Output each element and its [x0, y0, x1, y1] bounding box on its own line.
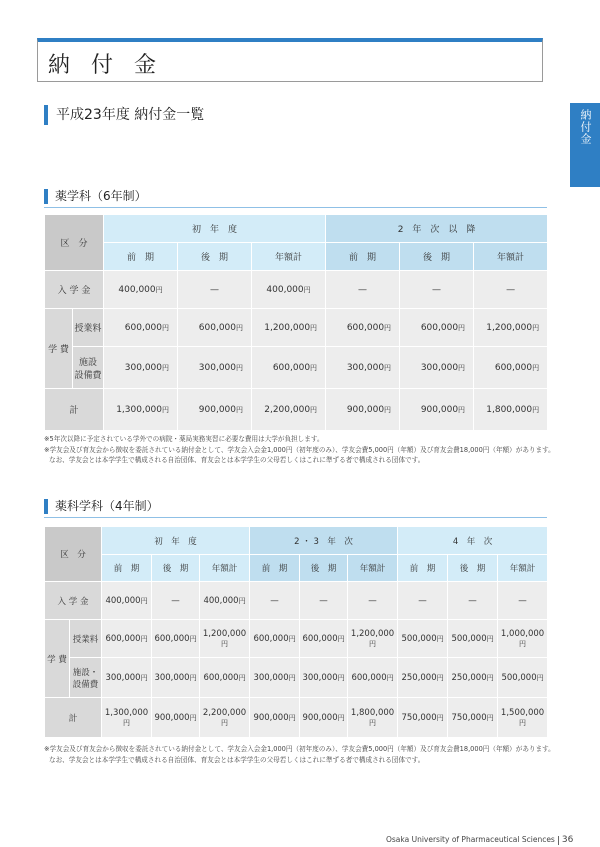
value-cell: 300,000	[420, 362, 459, 373]
footer-separator	[558, 836, 559, 845]
value-cell: 2,200,000	[202, 707, 247, 718]
unit-label: 円	[486, 634, 494, 643]
unit-label: 円	[310, 323, 318, 332]
note-line: なお、学友会とは本学学生で構成される自治団体、育友会とは本学学生の父母若しくはこれに準ずる者で構成される団体です。	[49, 456, 425, 464]
value-cell: 500,000	[501, 672, 537, 683]
unit-label: 円	[436, 673, 444, 682]
unit-label: 円	[458, 323, 466, 332]
value-cell: —	[398, 582, 448, 620]
value-cell: 400,000	[203, 595, 239, 606]
page-title: 納 付 金	[48, 53, 163, 78]
value-cell: 900,000	[302, 712, 338, 723]
group-header: 初 年 度	[104, 215, 326, 243]
note-line: なお、学友会とは本学学生で構成される自治団体、育友会とは本学学生の父母若しくはこれに準ずる者で構成される団体です。	[49, 755, 425, 764]
value-cell: 250,000	[401, 672, 437, 683]
page-footer	[386, 835, 573, 845]
unit-label: 円	[140, 673, 148, 682]
unit-label: 円	[236, 323, 244, 332]
unit-label: 円	[236, 363, 244, 372]
unit-label: 円	[310, 405, 318, 414]
unit-label: 円	[436, 634, 444, 643]
footer-university: Osaka University of Pharmaceutical Sciences	[386, 835, 555, 844]
category-header: 区 分	[45, 527, 102, 582]
unit-label: 円	[162, 363, 170, 372]
table2-heading	[44, 497, 547, 518]
table1-notes	[44, 434, 564, 466]
facilities-label-line1: 施設・	[72, 667, 99, 678]
subheader: 後 期	[178, 243, 252, 271]
value-cell: 600,000	[420, 322, 459, 333]
unit-label: 円	[337, 713, 345, 722]
unit-label: 円	[189, 713, 197, 722]
value-cell: 600,000	[272, 362, 311, 373]
page-number: 36	[561, 835, 574, 845]
subheader: 前 期	[102, 555, 152, 582]
value-cell: 1,200,000	[486, 322, 533, 333]
value-cell: 750,000	[451, 712, 487, 723]
row-label-tuition: 授業料	[70, 620, 102, 658]
value-cell: 1,500,000	[500, 707, 545, 718]
value-cell: 250,000	[451, 672, 487, 683]
value-cell: 600,000	[494, 362, 533, 373]
unit-label: 円	[310, 363, 318, 372]
subheader: 年額計	[498, 555, 548, 582]
value-cell: 500,000	[451, 633, 487, 644]
unit-label: 円	[384, 323, 392, 332]
value-cell: 400,000	[105, 595, 141, 606]
value-cell: 1,200,000	[350, 628, 395, 639]
subheader: 年額計	[348, 555, 398, 582]
value-cell: 900,000	[420, 404, 459, 415]
subheader: 後 期	[448, 555, 498, 582]
value-cell: 900,000	[154, 712, 190, 723]
value-cell: —	[348, 582, 398, 620]
value-cell: 1,300,000	[104, 707, 149, 718]
value-cell: 1,200,000	[202, 628, 247, 639]
value-cell: 900,000	[346, 404, 385, 415]
unit-label: 円	[288, 673, 296, 682]
table1-heading-bar	[44, 189, 48, 204]
unit-label: 円	[236, 405, 244, 414]
subheader: 前 期	[104, 243, 178, 271]
value-cell: 2,200,000	[264, 404, 311, 415]
fee-table-4yr	[44, 526, 548, 738]
value-cell: 600,000	[105, 633, 141, 644]
unit-label: 円	[436, 713, 444, 722]
unit-label: 円	[303, 285, 311, 294]
row-label-total: 計	[45, 389, 104, 431]
unit-label: 円	[532, 405, 540, 414]
group-header: 2 ・ 3 年 次	[250, 527, 398, 555]
subheader: 年額計	[200, 555, 250, 582]
subheader: 後 期	[400, 243, 474, 271]
unit-label: 円	[458, 363, 466, 372]
unit-label: 円	[532, 363, 540, 372]
value-cell: 600,000	[253, 633, 289, 644]
unit-label: 円	[519, 718, 527, 727]
subheader: 前 期	[398, 555, 448, 582]
table2-heading-bar	[44, 499, 48, 514]
facilities-label-line2: 設備費	[72, 679, 99, 690]
unit-label: 円	[337, 673, 345, 682]
group-header: 2 年 次 以 降	[326, 215, 548, 243]
facilities-label-line2: 設備費	[74, 370, 102, 381]
unit-label: 円	[369, 718, 377, 727]
unit-label: 円	[536, 673, 544, 682]
group-header: 4 年 次	[398, 527, 548, 555]
subheader: 前 期	[326, 243, 400, 271]
value-cell: 300,000	[124, 362, 163, 373]
unit-label: 円	[140, 634, 148, 643]
unit-label: 円	[288, 713, 296, 722]
value-cell: 1,300,000	[116, 404, 163, 415]
unit-label: 円	[238, 596, 246, 605]
group-header: 初 年 度	[102, 527, 250, 555]
row-label-facilities	[70, 658, 102, 698]
table1-title: 薬学科（6年制）	[55, 189, 147, 203]
value-cell: 300,000	[302, 672, 338, 683]
unit-label: 円	[384, 363, 392, 372]
value-cell: 600,000	[124, 322, 163, 333]
note-line: ※学友会及び育友会から徴収を委託されている納付金として、学友会入会金1,000円（初年度のみ）、学友会費5,000円（年額）及び育友会費18,000円（年額）があります。	[44, 745, 555, 753]
unit-label: 円	[238, 673, 246, 682]
subheader: 年額計	[474, 243, 548, 271]
value-cell: 500,000	[401, 633, 437, 644]
value-cell: 400,000	[266, 284, 304, 295]
unit-label: 円	[386, 673, 394, 682]
value-cell: 300,000	[154, 672, 190, 683]
row-label-facilities	[73, 347, 104, 389]
value-cell: 1,200,000	[264, 322, 311, 333]
unit-label: 円	[458, 405, 466, 414]
unit-label: 円	[337, 634, 345, 643]
unit-label: 円	[369, 639, 377, 648]
subheader: 後 期	[152, 555, 200, 582]
note-line: ※学友会及び育友会から徴収を委託されている納付金として、学友会入会金1,000円（初年度のみ）、学友会費5,000円（年額）及び育友会費18,000円（年額）があります。	[44, 445, 555, 454]
fee-table-6yr	[44, 214, 548, 431]
row-label-admission: 入 学 金	[45, 582, 102, 620]
unit-label: 円	[140, 596, 148, 605]
row-label-admission: 入 学 金	[45, 271, 104, 309]
value-cell: —	[400, 271, 474, 309]
value-cell: —	[498, 582, 548, 620]
row-label-tuition: 授業料	[73, 309, 104, 347]
value-cell: 1,000,000	[500, 628, 545, 639]
unit-label: 円	[519, 639, 527, 648]
side-tab	[570, 103, 600, 187]
value-cell: 900,000	[253, 712, 289, 723]
subheader: 後 期	[300, 555, 348, 582]
value-cell: 600,000	[346, 322, 385, 333]
row-group-label: 学 費	[45, 620, 70, 698]
table2-notes	[44, 744, 564, 765]
unit-label: 円	[123, 718, 131, 727]
value-cell: 1,800,000	[486, 404, 533, 415]
unit-label: 円	[189, 634, 197, 643]
unit-label: 円	[162, 405, 170, 414]
unit-label: 円	[486, 713, 494, 722]
side-tab-label: 納付金	[579, 109, 592, 145]
value-cell: —	[448, 582, 498, 620]
unit-label: 円	[162, 323, 170, 332]
value-cell: —	[178, 271, 252, 309]
unit-label: 円	[189, 673, 197, 682]
unit-label: 円	[384, 405, 392, 414]
table2-title: 薬科学科（4年制）	[55, 499, 159, 513]
subheader: 年額計	[252, 243, 326, 271]
row-group-label: 学 費	[45, 309, 73, 389]
value-cell: 600,000	[203, 672, 239, 683]
value-cell: 900,000	[198, 404, 237, 415]
value-cell: —	[474, 271, 548, 309]
subheader: 前 期	[250, 555, 300, 582]
unit-label: 円	[155, 285, 163, 294]
value-cell: 600,000	[198, 322, 237, 333]
value-cell: 300,000	[105, 672, 141, 683]
unit-label: 円	[532, 323, 540, 332]
unit-label: 円	[486, 673, 494, 682]
section-title: 平成23年度 納付金一覧	[44, 105, 204, 125]
category-header: 区 分	[45, 215, 104, 271]
value-cell: 600,000	[351, 672, 387, 683]
value-cell: 400,000	[118, 284, 156, 295]
unit-label: 円	[288, 634, 296, 643]
value-cell: —	[152, 582, 200, 620]
value-cell: 600,000	[154, 633, 190, 644]
table1-heading	[44, 187, 547, 208]
value-cell: —	[326, 271, 400, 309]
value-cell: 600,000	[302, 633, 338, 644]
value-cell: 750,000	[401, 712, 437, 723]
note-line: ※5年次以降に予定されている学外での病院・薬局実務実習に必要な費用は大学が負担します。	[44, 435, 324, 443]
unit-label: 円	[221, 639, 229, 648]
unit-label: 円	[221, 718, 229, 727]
facilities-label-line1: 施設	[79, 357, 98, 368]
value-cell: 300,000	[253, 672, 289, 683]
value-cell: 1,800,000	[350, 707, 395, 718]
page-title-box	[37, 38, 543, 82]
value-cell: —	[250, 582, 300, 620]
value-cell: 300,000	[198, 362, 237, 373]
value-cell: 300,000	[346, 362, 385, 373]
value-cell: —	[300, 582, 348, 620]
row-label-total: 計	[45, 698, 102, 738]
